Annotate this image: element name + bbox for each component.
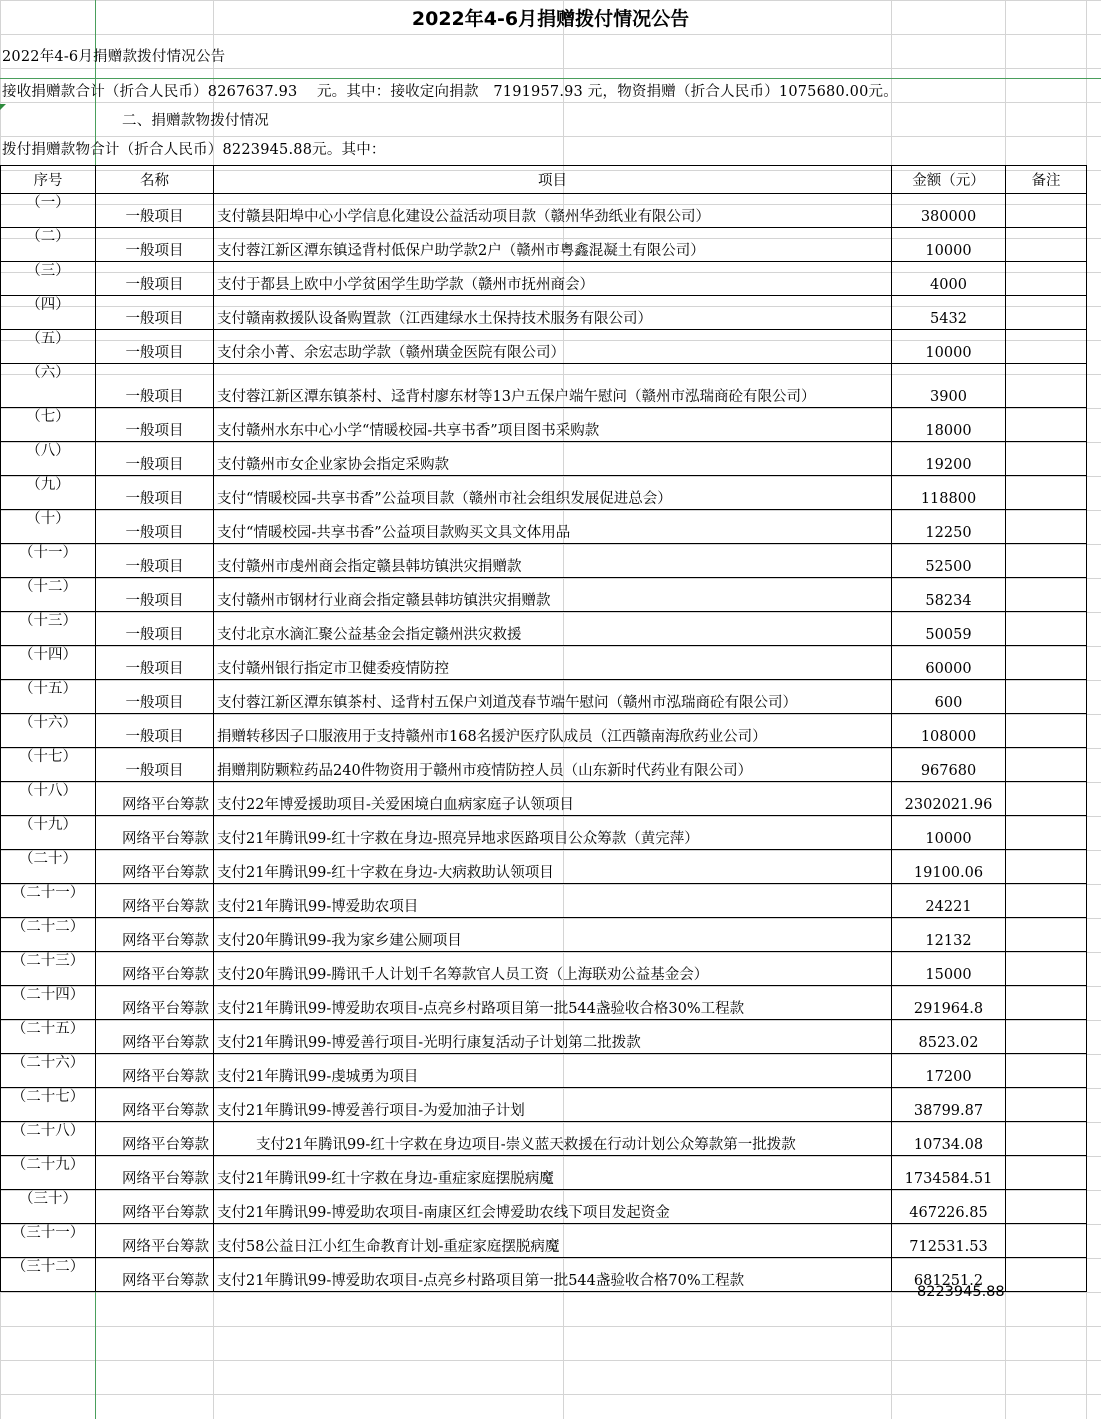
row-seq-cell[interactable]: （二）: [1, 228, 96, 262]
table-row: [1, 1224, 1087, 1258]
row-project-cell[interactable]: 支付21年腾讯99-红十字救在身边-照亮异地求医路项目公众筹款（黄完萍）: [214, 816, 892, 850]
table-row: [1, 228, 1087, 262]
disbursement-table: [0, 165, 1087, 1292]
row-seq-cell[interactable]: （三十）: [1, 1190, 96, 1224]
row-seq-cell[interactable]: （二十一）: [1, 884, 96, 918]
row-name-cell[interactable]: 一般项目: [96, 442, 214, 476]
row-name-cell[interactable]: 一般项目: [96, 228, 214, 262]
row-seq-cell[interactable]: （二十八）: [1, 1122, 96, 1156]
row-remark-cell[interactable]: [1006, 408, 1087, 442]
row-project-cell[interactable]: 支付蓉江新区潭东镇迳背村低保户助学款2户（赣州市粤鑫混凝土有限公司）: [214, 228, 892, 262]
row-seq-cell[interactable]: （十）: [1, 510, 96, 544]
row-seq-cell[interactable]: （二十九）: [1, 1156, 96, 1190]
row-remark-cell[interactable]: [1006, 646, 1087, 680]
row-seq-cell[interactable]: （十七）: [1, 748, 96, 782]
section-heading: 二、捐赠款物拨付情况: [122, 113, 269, 129]
row-amount-cell[interactable]: 52500: [892, 544, 1006, 578]
table-row: [1, 1190, 1087, 1224]
row-amount-cell[interactable]: 10000: [892, 330, 1006, 364]
row-name-cell[interactable]: 一般项目: [96, 748, 214, 782]
table-row: [1, 194, 1087, 228]
row-project-cell[interactable]: 支付21年腾讯99-博爱善行项目-为爱加油子计划: [214, 1088, 892, 1122]
total-amount: 8223945.88: [917, 1284, 1005, 1300]
row-name-cell[interactable]: 一般项目: [96, 408, 214, 442]
row-amount-cell[interactable]: 712531.53: [892, 1224, 1006, 1258]
row-seq-cell[interactable]: （四）: [1, 296, 96, 330]
row-amount-cell[interactable]: 1734584.51: [892, 1156, 1006, 1190]
row-project-cell[interactable]: 支付赣州水东中心小学“情暖校园-共享书香”项目图书采购款: [214, 408, 892, 442]
row-seq-cell[interactable]: （十二）: [1, 578, 96, 612]
row-amount-cell[interactable]: 4000: [892, 262, 1006, 296]
row-seq-cell[interactable]: （二十二）: [1, 918, 96, 952]
row-seq-cell[interactable]: （二十三）: [1, 952, 96, 986]
row-seq-cell[interactable]: （七）: [1, 408, 96, 442]
row-name-cell[interactable]: 网络平台筹款: [96, 850, 214, 884]
table-row: [1, 476, 1087, 510]
row-name-cell[interactable]: 一般项目: [96, 578, 214, 612]
row-amount-cell[interactable]: 12132: [892, 918, 1006, 952]
row-name-cell[interactable]: 一般项目: [96, 476, 214, 510]
row-amount-cell[interactable]: 10734.08: [892, 1122, 1006, 1156]
row-seq-cell[interactable]: （三十一）: [1, 1224, 96, 1258]
table-row: [1, 986, 1087, 1020]
row-remark-cell[interactable]: [1006, 1190, 1087, 1224]
row-seq-cell[interactable]: （十九）: [1, 816, 96, 850]
row-remark-cell[interactable]: [1006, 1122, 1087, 1156]
row-remark-cell[interactable]: [1006, 228, 1087, 262]
row-remark-cell[interactable]: [1006, 544, 1087, 578]
row-amount-cell[interactable]: 118800: [892, 476, 1006, 510]
row-name-cell[interactable]: 网络平台筹款: [96, 986, 214, 1020]
header-seq[interactable]: 序号: [1, 166, 96, 194]
row-name-cell[interactable]: 一般项目: [96, 262, 214, 296]
row-remark-cell[interactable]: [1006, 714, 1087, 748]
row-seq-cell[interactable]: （二十七）: [1, 1088, 96, 1122]
row-remark-cell[interactable]: [1006, 680, 1087, 714]
row-name-cell[interactable]: 网络平台筹款: [96, 1190, 214, 1224]
row-amount-cell[interactable]: 10000: [892, 228, 1006, 262]
row-remark-cell[interactable]: [1006, 1088, 1087, 1122]
row-project-cell[interactable]: 支付赣州市钢材行业商会指定赣县韩坊镇洪灾捐赠款: [214, 578, 892, 612]
row-amount-cell[interactable]: 18000: [892, 408, 1006, 442]
row-name-cell[interactable]: 网络平台筹款: [96, 1020, 214, 1054]
row-name-cell[interactable]: 一般项目: [96, 714, 214, 748]
row-amount-cell[interactable]: 5432: [892, 296, 1006, 330]
row-remark-cell[interactable]: [1006, 748, 1087, 782]
row-seq-cell[interactable]: （十八）: [1, 782, 96, 816]
row-seq-cell[interactable]: （九）: [1, 476, 96, 510]
row-project-cell[interactable]: 支付21年腾讯99-博爱助农项目: [214, 884, 892, 918]
row-remark-cell[interactable]: [1006, 1054, 1087, 1088]
row-seq-cell[interactable]: （十六）: [1, 714, 96, 748]
row-amount-cell[interactable]: 467226.85: [892, 1190, 1006, 1224]
row-amount-cell[interactable]: 967680: [892, 748, 1006, 782]
row-project-cell[interactable]: 支付“情暖校园-共享书香”公益项目款（赣州市社会组织发展促进总会）: [214, 476, 892, 510]
page-title: 2022年4-6月捐赠拨付情况公告: [411, 8, 690, 30]
row-amount-cell[interactable]: 17200: [892, 1054, 1006, 1088]
row-seq-cell[interactable]: （二十）: [1, 850, 96, 884]
frozen-pane-divider-horizontal: [0, 78, 1101, 79]
row-remark-cell[interactable]: [1006, 918, 1087, 952]
table-row: [1, 578, 1087, 612]
header-remark[interactable]: 备注: [1006, 166, 1087, 194]
header-name[interactable]: 名称: [96, 166, 214, 194]
row-project-cell[interactable]: 支付赣州市虔州商会指定赣县韩坊镇洪灾捐赠款: [214, 544, 892, 578]
row-remark-cell[interactable]: [1006, 1156, 1087, 1190]
row-amount-cell[interactable]: 10000: [892, 816, 1006, 850]
row-remark-cell[interactable]: [1006, 476, 1087, 510]
row-remark-cell[interactable]: [1006, 194, 1087, 228]
row-seq-cell[interactable]: （十一）: [1, 544, 96, 578]
table-row: [1, 1122, 1087, 1156]
row-remark-cell[interactable]: [1006, 510, 1087, 544]
row-project-cell[interactable]: 捐赠荆防颗粒药品240件物资用于赣州市疫情防控人员（山东新时代药业有限公司）: [214, 748, 892, 782]
table-header-row: [1, 166, 1087, 194]
row-seq-cell[interactable]: （二十六）: [1, 1054, 96, 1088]
row-amount-cell[interactable]: 15000: [892, 952, 1006, 986]
row-amount-cell[interactable]: 19100.06: [892, 850, 1006, 884]
row-amount-cell[interactable]: 24221: [892, 884, 1006, 918]
row-name-cell[interactable]: 网络平台筹款: [96, 918, 214, 952]
table-row: [1, 1156, 1087, 1190]
row-project-cell[interactable]: 捐赠转移因子口服液用于支持赣州市168名援沪医疗队成员（江西赣南海欣药业公司）: [214, 714, 892, 748]
row-name-cell[interactable]: 一般项目: [96, 296, 214, 330]
row-amount-cell[interactable]: 600: [892, 680, 1006, 714]
row-amount-cell[interactable]: 58234: [892, 578, 1006, 612]
row-remark-cell[interactable]: [1006, 816, 1087, 850]
row-amount-cell[interactable]: 380000: [892, 194, 1006, 228]
row-project-cell[interactable]: 支付21年腾讯99-博爱善行项目-光明行康复活动子计划第二批拨款: [214, 1020, 892, 1054]
row-project-cell[interactable]: 支付21年腾讯99-虔城勇为项目: [214, 1054, 892, 1088]
row-project-cell[interactable]: 支付21年腾讯99-博爱助农项目-点亮乡村路项目第一批544盏验收合格30%工程款: [214, 986, 892, 1020]
table-row: [1, 1054, 1087, 1088]
table-row: [1, 918, 1087, 952]
row-remark-cell[interactable]: [1006, 1224, 1087, 1258]
row-remark-cell[interactable]: [1006, 884, 1087, 918]
row-project-cell[interactable]: 支付21年腾讯99-红十字救在身边-大病救助认领项目: [214, 850, 892, 884]
row-name-cell[interactable]: 一般项目: [96, 510, 214, 544]
row-remark-cell[interactable]: [1006, 442, 1087, 476]
table-row: [1, 1088, 1087, 1122]
row-name-cell[interactable]: 网络平台筹款: [96, 1258, 214, 1292]
row-name-cell[interactable]: 一般项目: [96, 612, 214, 646]
row-project-cell[interactable]: 支付21年腾讯99-博爱助农项目-点亮乡村路项目第一批544盏验收合格70%工程款: [214, 1258, 892, 1292]
row-project-cell[interactable]: 支付赣州银行指定市卫健委疫情防控: [214, 646, 892, 680]
row-name-cell[interactable]: 网络平台筹款: [96, 1224, 214, 1258]
row-remark-cell[interactable]: [1006, 782, 1087, 816]
received-summary: 接收捐赠款合计（折合人民币）8267637.93 元。其中：接收定向捐款 7191957.93 元，物资捐赠（折合人民币）1075680.00元。: [2, 84, 898, 100]
row-seq-cell[interactable]: （六）: [1, 364, 96, 408]
row-amount-cell[interactable]: 60000: [892, 646, 1006, 680]
table-row: [1, 1020, 1087, 1054]
table-row: [1, 646, 1087, 680]
header-project[interactable]: 项目: [214, 166, 892, 194]
row-name-cell[interactable]: 一般项目: [96, 364, 214, 408]
table-row: [1, 262, 1087, 296]
row-project-cell[interactable]: 支付21年腾讯99-红十字救在身边项目-崇义蓝天救援在行动计划公众筹款第一批拨款: [214, 1122, 892, 1156]
row-seq-cell[interactable]: （十五）: [1, 680, 96, 714]
cell-comment-marker: [0, 104, 6, 110]
row-amount-cell[interactable]: 12250: [892, 510, 1006, 544]
row-name-cell[interactable]: 网络平台筹款: [96, 816, 214, 850]
table-row: [1, 884, 1087, 918]
table-row: [1, 296, 1087, 330]
table-row: [1, 544, 1087, 578]
row-project-cell[interactable]: 支付“情暖校园-共享书香”公益项目款购买文具文体用品: [214, 510, 892, 544]
row-project-cell[interactable]: 支付北京水滴汇聚公益基金会指定赣州洪灾救援: [214, 612, 892, 646]
row-seq-cell[interactable]: （十三）: [1, 612, 96, 646]
row-name-cell[interactable]: 一般项目: [96, 680, 214, 714]
subtitle: 2022年4-6月捐赠款拨付情况公告: [2, 49, 226, 65]
row-seq-cell[interactable]: （三）: [1, 262, 96, 296]
row-amount-cell[interactable]: 681251.2: [892, 1258, 1006, 1292]
row-name-cell[interactable]: 网络平台筹款: [96, 782, 214, 816]
row-project-cell[interactable]: 支付58公益日江小红生命教育计划-重症家庭摆脱病魔: [214, 1224, 892, 1258]
row-project-cell[interactable]: 支付21年腾讯99-博爱助农项目-南康区红会博爱助农线下项目发起资金: [214, 1190, 892, 1224]
row-name-cell[interactable]: 网络平台筹款: [96, 884, 214, 918]
row-remark-cell[interactable]: [1006, 330, 1087, 364]
row-seq-cell[interactable]: （五）: [1, 330, 96, 364]
row-seq-cell[interactable]: （八）: [1, 442, 96, 476]
row-remark-cell[interactable]: [1006, 1020, 1087, 1054]
table-row: [1, 364, 1087, 408]
row-amount-cell[interactable]: 19200: [892, 442, 1006, 476]
row-project-cell[interactable]: 支付余小菁、余宏志助学款（赣州璜金医院有限公司）: [214, 330, 892, 364]
disbursed-summary: 拨付捐赠款物合计（折合人民币）8223945.88元。其中：: [2, 142, 386, 158]
row-name-cell[interactable]: 网络平台筹款: [96, 952, 214, 986]
row-name-cell[interactable]: 一般项目: [96, 646, 214, 680]
row-remark-cell[interactable]: [1006, 986, 1087, 1020]
row-project-cell[interactable]: 支付赣南救援队设备购置款（江西建绿水土保持技术服务有限公司）: [214, 296, 892, 330]
row-project-cell[interactable]: 支付22年博爱援助项目-关爱困境白血病家庭子认领项目: [214, 782, 892, 816]
row-amount-cell[interactable]: 3900: [892, 364, 1006, 408]
row-name-cell[interactable]: 一般项目: [96, 544, 214, 578]
row-project-cell[interactable]: 支付于都县上欧中小学贫困学生助学款（赣州市抚州商会）: [214, 262, 892, 296]
row-seq-cell[interactable]: （三十二）: [1, 1258, 96, 1292]
table-row: [1, 782, 1087, 816]
row-amount-cell[interactable]: 291964.8: [892, 986, 1006, 1020]
row-amount-cell[interactable]: 38799.87: [892, 1088, 1006, 1122]
row-name-cell[interactable]: 网络平台筹款: [96, 1054, 214, 1088]
row-project-cell[interactable]: 支付20年腾讯99-腾讯千人计划千名筹款官人员工资（上海联劝公益基金会）: [214, 952, 892, 986]
row-remark-cell[interactable]: [1006, 296, 1087, 330]
row-name-cell[interactable]: 网络平台筹款: [96, 1088, 214, 1122]
row-remark-cell[interactable]: [1006, 1258, 1087, 1292]
row-project-cell[interactable]: 支付蓉江新区潭东镇茶村、迳背村廖东材等13户五保户端午慰问（赣州市泓瑞商砼有限公司）: [214, 364, 892, 408]
row-project-cell[interactable]: 支付赣县阳埠中心小学信息化建设公益活动项目款（赣州华劲纸业有限公司）: [214, 194, 892, 228]
row-project-cell[interactable]: 支付20年腾讯99-我为家乡建公厕项目: [214, 918, 892, 952]
row-remark-cell[interactable]: [1006, 850, 1087, 884]
row-project-cell[interactable]: 支付赣州市女企业家协会指定采购款: [214, 442, 892, 476]
table-row: [1, 952, 1087, 986]
table-row: [1, 330, 1087, 364]
table-row: [1, 748, 1087, 782]
table-row: [1, 714, 1087, 748]
row-amount-cell[interactable]: 50059: [892, 612, 1006, 646]
row-name-cell[interactable]: 一般项目: [96, 194, 214, 228]
header-amount[interactable]: 金额（元）: [892, 166, 1006, 194]
table-row: [1, 408, 1087, 442]
row-amount-cell[interactable]: 2302021.96: [892, 782, 1006, 816]
row-remark-cell[interactable]: [1006, 952, 1087, 986]
row-amount-cell[interactable]: 108000: [892, 714, 1006, 748]
row-seq-cell[interactable]: （二十四）: [1, 986, 96, 1020]
table-row: [1, 680, 1087, 714]
row-remark-cell[interactable]: [1006, 578, 1087, 612]
table-row: [1, 816, 1087, 850]
row-remark-cell[interactable]: [1006, 612, 1087, 646]
table-row: [1, 850, 1087, 884]
row-seq-cell[interactable]: （一）: [1, 194, 96, 228]
table-row: [1, 612, 1087, 646]
row-name-cell[interactable]: 网络平台筹款: [96, 1122, 214, 1156]
row-project-cell[interactable]: 支付蓉江新区潭东镇茶村、迳背村五保户刘道茂春节端午慰问（赣州市泓瑞商砼有限公司）: [214, 680, 892, 714]
row-project-cell[interactable]: 支付21年腾讯99-红十字救在身边-重症家庭摆脱病魔: [214, 1156, 892, 1190]
row-remark-cell[interactable]: [1006, 262, 1087, 296]
row-name-cell[interactable]: 一般项目: [96, 330, 214, 364]
table-row: [1, 510, 1087, 544]
row-name-cell[interactable]: 网络平台筹款: [96, 1156, 214, 1190]
row-remark-cell[interactable]: [1006, 364, 1087, 408]
row-seq-cell[interactable]: （十四）: [1, 646, 96, 680]
row-amount-cell[interactable]: 8523.02: [892, 1020, 1006, 1054]
row-seq-cell[interactable]: （二十五）: [1, 1020, 96, 1054]
table-row: [1, 442, 1087, 476]
